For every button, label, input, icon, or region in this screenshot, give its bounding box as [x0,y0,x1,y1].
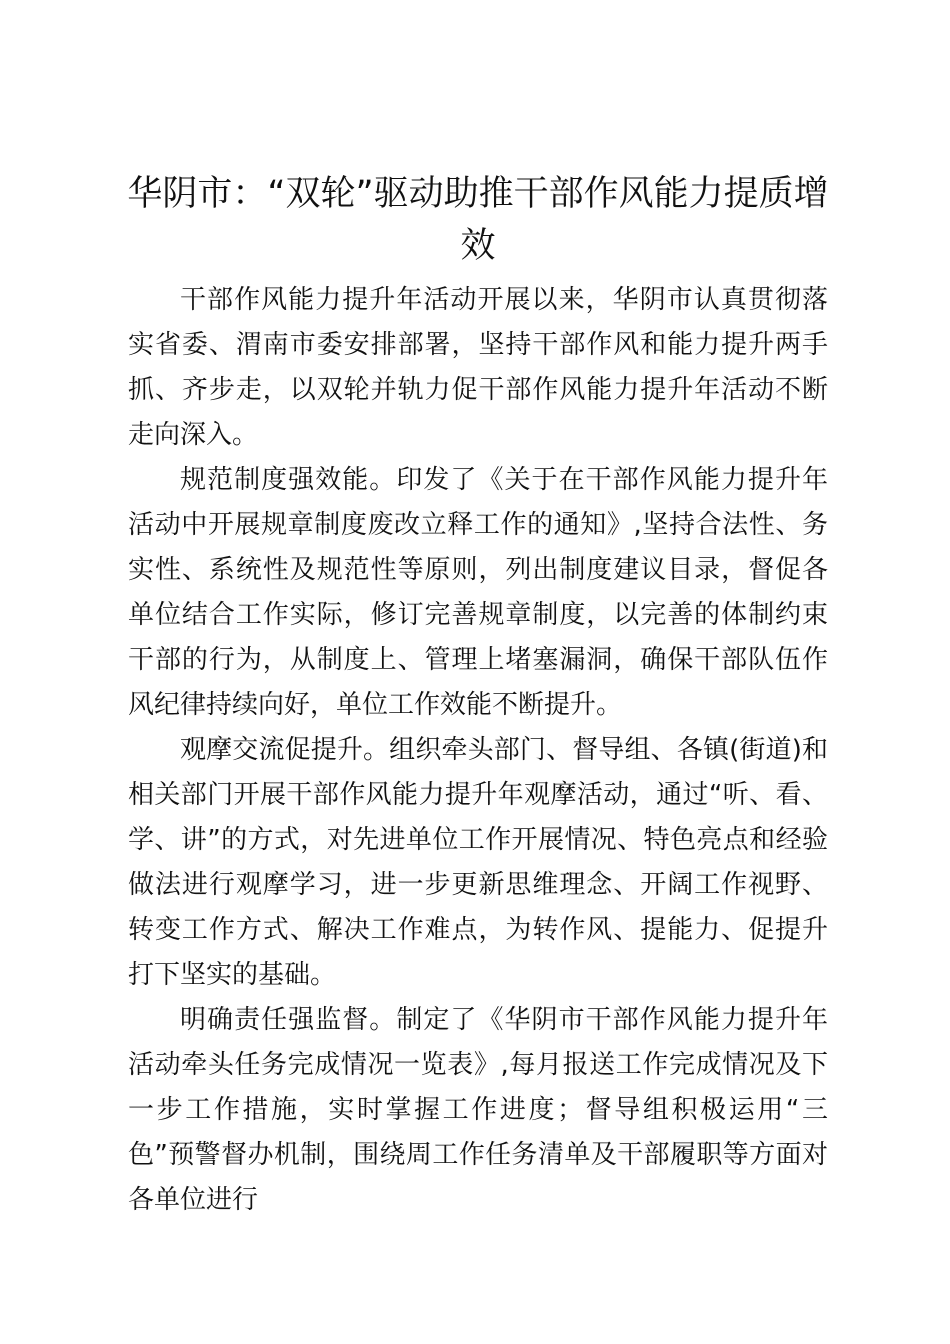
document-title: 华阴市：“双轮”驱动助推干部作风能力提质增效 [127,174,829,266]
document-body [128,278,828,1223]
paragraph-intro: 干部作风能力提升年活动开展以来，华阴市认真贯彻落实省委、渭南市委安排部署，坚持干部作风和能力提升两手抓、齐步走，以双轮并轨力促干部作风能力提升年活动不断走向深入。 [128,285,828,450]
paragraph-supervision: 明确责任强监督。制定了《华阴市干部作风能力提升年活动牵头任务完成情况一览表》,每月报送工作完成情况及下一步工作措施，实时掌握工作进度；督导组积极运用“三色”预警督办机制，围绕周工作任务清单及干部履职等方面对各单位进行 [128,1005,828,1215]
paragraph-regulations: 规范制度强效能。印发了《关于在干部作风能力提升年活动中开展规章制度废改立释工作的通知》,坚持合法性、务实性、系统性及规范性等原则，列出制度建议目录，督促各单位结合工作实际，修订完善规章制度，以完善的体制约束干部的行为，从制度上、管理上堵塞漏洞，确保干部队伍作风纪律持续向好，单位工作效能不断提升。 [128,465,828,720]
paragraph-observation: 观摩交流促提升。组织牵头部门、督导组、各镇(街道)和相关部门开展干部作风能力提升年观摩活动，通过“听、看、学、讲”的方式，对先进单位工作开展情况、特色亮点和经验做法进行观摩学习，进一步更新思维理念、开阔工作视野、转变工作方式、解决工作难点，为转作风、提能力、促提升打下坚实的基础。 [128,735,828,990]
